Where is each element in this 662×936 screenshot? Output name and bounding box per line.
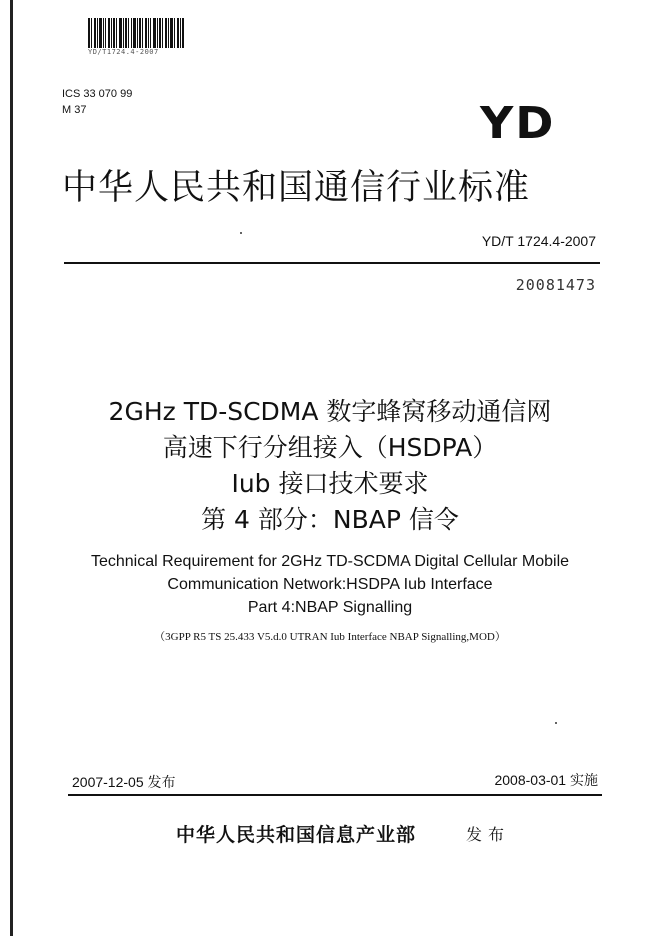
header-divider: [64, 262, 600, 264]
title-zh-line-3: Iub 接口技术要求: [231, 469, 429, 498]
title-en-line-3: Part 4:NBAP Signalling: [247, 599, 413, 616]
ccs-code: M 37: [62, 104, 87, 116]
barcode-image: [88, 18, 184, 50]
classification-codes: [62, 86, 132, 118]
barcode-caption: YD/T1724.4-2007: [88, 48, 159, 56]
issuer-action: 发布: [466, 825, 511, 844]
reference-spec: （3GPP R5 TS 25.433 V5.d.0 UTRAN Iub Interface NBAP Signalling,MOD）: [154, 631, 506, 643]
footer-divider: [68, 794, 602, 796]
title-zh-line-1: 2GHz TD-SCDMA 数字蜂窝移动通信网: [108, 397, 552, 426]
title-zh-line-4: 第 4 部分：NBAP 信令: [201, 505, 459, 534]
title-zh-line-2: 高速下行分组接入（HSDPA）: [162, 433, 498, 462]
scan-speck: [555, 722, 557, 724]
issue-date: 2007-12-05 发布: [72, 774, 176, 790]
standard-code: YD/T 1724.4-2007: [481, 233, 596, 249]
title-en-line-1: Technical Requirement for 2GHz TD-SCDMA Digital Cellular Mobile: [90, 553, 570, 570]
barcode-bars: [88, 18, 184, 48]
scan-speck: [240, 232, 242, 234]
page-edge-rule: [10, 0, 13, 936]
issuing-authority: 中华人民共和国信息产业部: [176, 824, 417, 846]
organization-title: 中华人民共和国通信行业标准: [62, 168, 531, 208]
yd-logo: YD: [480, 97, 556, 149]
title-en-line-2: Communication Network:HSDPA Iub Interface: [167, 576, 493, 593]
implementation-date: 2008-03-01 实施: [494, 772, 598, 788]
ics-code: ICS 33 070 99: [62, 88, 133, 100]
archive-stamp: 20081473: [515, 276, 596, 294]
